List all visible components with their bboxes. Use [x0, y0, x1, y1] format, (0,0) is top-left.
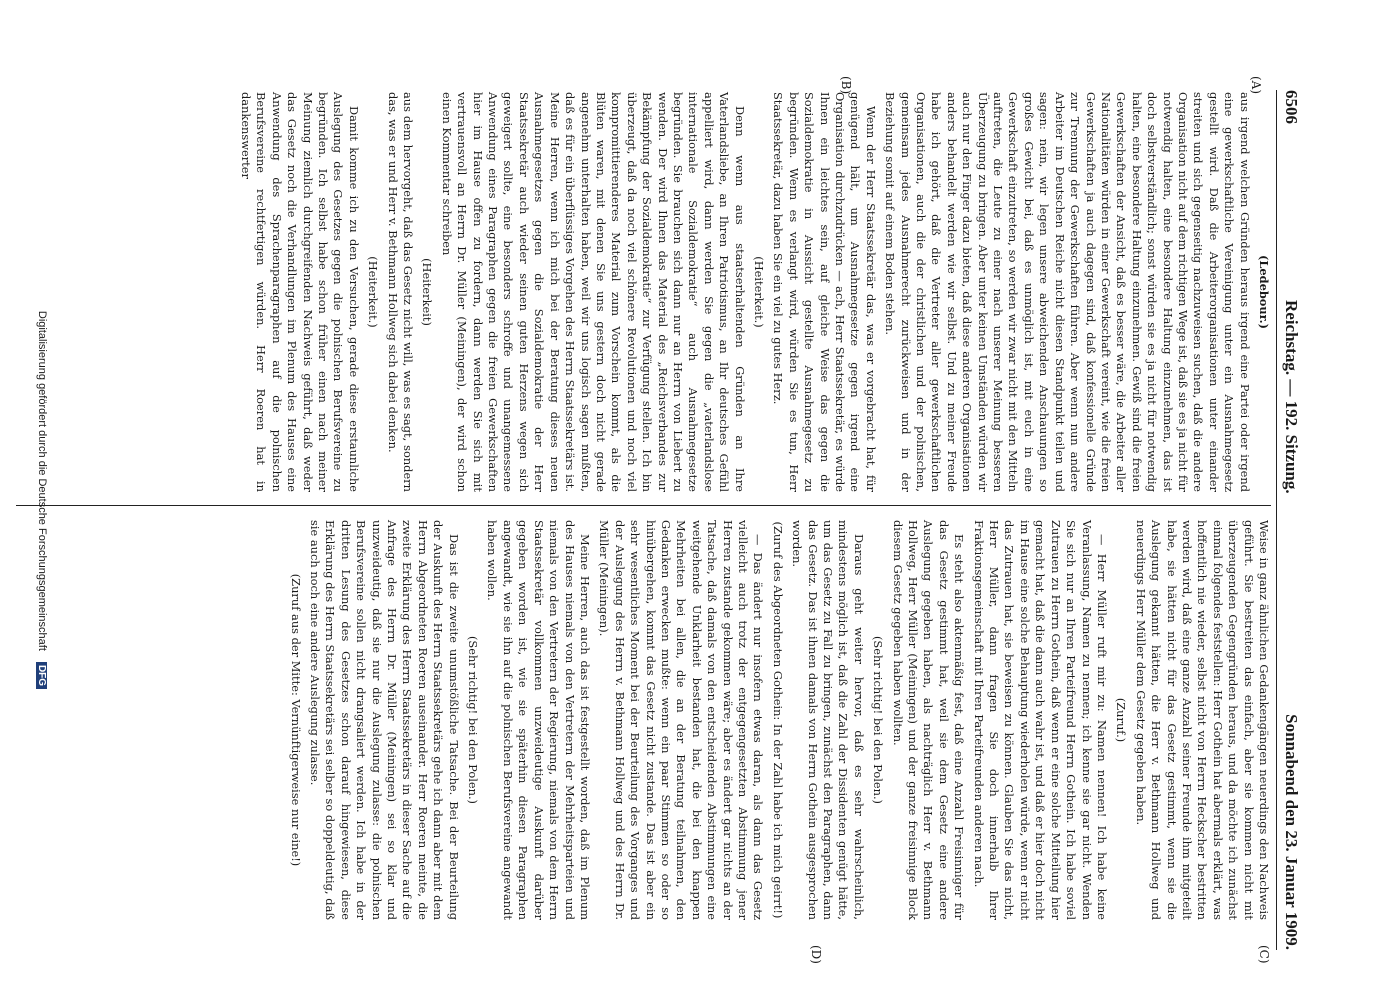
paragraph: Daraus geht weiter hervor, daß es sehr wahrscheinlich, mindestens möglich ist, daß die Zahl der Dissidenten genügt hätte, um das Gesetz zu Fall zu bringen, zunächst den Paragraphen, dann das Gesetz. Das ist ihnen damals von Herrn Gothein ausgesprochen worden.: [790, 520, 866, 920]
reaction: (Zuruf des Abgeordneten Gothein: In der Zahl habe ich mich geirrt!): [770, 521, 785, 919]
left-column: [234, 92, 1271, 492]
paragraph: — Das ändert nur insofern etwas daran, als dann das Gesetz vielleicht auch trotz der entgegengesetzten Abstimmung jener Herren zustande gekommen wäre; aber es ändert gar nichts an der Tatsache, daß damals von den entscheidenden Abstimmungen eine weitgehende Unklarheit bestanden hat, die bei den knappen Mehrheiten bei allen, die an der Beratung teilnahmen, den Gedanken erwecken mußte: wenn ein paar Stimmen so oder so hinübergehen, kommt das Gesetz nicht zustande. Das ist aber ein sehr wesentliches Moment bei der Beurteilung des Vorganges und der Auslegung des Herrn v. Bethmann Hollweg und des Herrn Dr. Müller (Meiningen).: [597, 520, 766, 920]
header-session: Reichstag. — 192. Sitzung.: [1282, 300, 1301, 494]
paragraph: Meine Herren, auch das ist festgestellt worden, daß im Plenum des Hauses niemals von den Vertretern der Mehrheitsparteien und niemals von den Vertretern der Regierung, niemals von dem Herrn Staatssekretär vollkommen unzweideutige Auskunft darüber gegeben worden ist, wie sie späterhin diesen Paragraphen angewandt, wie sie ihn auf die polnischen Berufsvereine angewandt haben wollen.: [485, 520, 592, 920]
paragraph: Das ist die zweite unumstößliche Tatsache. Bei der Beurteilung der Auskunft des Herrn Staatssekretärs gehe ich dann aber mit dem Herrn Abgeordneten Roeren auseinander. Herr Roeren meinte, die zweite Erklärung des Herrn Staatssekretärs in dieser Sache auf die Anfrage des Herrn Dr. Müller (Meiningen) sei so klar und unzweideutig, daß sie nur die Auslegung zulasse: die polnischen Berufsvereine sollen nicht drangsaliert werden. Ich habe in der dritten Lesung des Gesetzes schon darauf hingewiesen, diese Erklärung des Herrn Staatssekretärs sei selber so doppeldeutig, daß sie auch noch eine andere Auslegung zulasse.: [308, 520, 461, 920]
header-date: Sonnabend den 23. Januar 1909.: [1282, 714, 1301, 950]
paragraph: Denn wenn aus staatserhaltenden Gründen an Ihre Vaterlandsliebe, an Ihren Patriotismus, an Ihr deutsches Gefühl appelliert wird, dann werden Sie gegen die „vaterlandslose internationale Sozialdemokratie“ auch Ausnahmegesetze begründen. Sie brauchen sich dann nur an Herrn von Liebert zu wenden. Der wird Ihnen das Material des „Reichsverbandes zur Bekämpfung der Sozialdemokratie“ zur Verfügung stellen. Ich bin überzeugt, daß da noch viel schönere Revolutionen und noch viel kompromittierenderes Material zum Vorschein kommt, als die Blüten waren, mit denen Sie uns gestern doch nicht gerade angenehm unterhalten haben, weil wir uns logisch sagen mußten, daß es für ein überflüssiges Vorgehen des Herrn Staatssekretärs ist. Meine Herren, wenn ich mich bei der Beratung dieses neuen Ausnahmegesetzes gegen die Sozialdemokratie der Herr Staatssekretär auch wieder seinen guten Herzens wegen sich geweigert sollte, eine besonders schroffe und unangemessene Anwendung eines Paragraphen gegen die freien Gewerkschaften hier im Hause offen zu fordern, dann werden Sie sich mit vertrauensvoll an Herrn Dr. Müller (Meiningen), der wird schon einen Kommentar schreiben: [439, 92, 747, 492]
margin-mark-d: (D): [809, 945, 823, 964]
paragraph: Wenn der Herr Staatssekretär das, was er vorgebracht hat, für genügend hält, um Ausnahmegesetze gegen irgend eine Organisation durchzudrücken — ach, Herr Staatssekretär, es würde Ihnen ein leichtes sein, auf gleiche Weise das gegen die Sozialdemokratie in Aussicht gestellte Ausnahmegesetz zu begründen. Wenn es verlangt wird, würden Sie es tun, Herr Staatssekretär, dazu haben Sie ein viel zu gutes Herz.: [771, 92, 878, 492]
reaction: (Sehr richtig! bei den Polen.): [871, 635, 886, 805]
reaction: (Heiterkeit.): [366, 256, 381, 328]
footer-text: Digitalisierung gefördert durch die Deutsche Forschungsgemeinschaft: [36, 310, 48, 651]
column-divider: [16, 505, 1271, 506]
dfg-logo: DFG: [36, 662, 47, 689]
reaction: (Sehr richtig! bei den Polen.): [466, 635, 481, 805]
reaction: (Zuruf aus der Mitte: Vernünftigerweise nur eine!): [288, 573, 303, 867]
reaction: (Zuruf.): [1114, 697, 1129, 743]
paragraph: Damit komme ich zu den Versuchen, gerade diese erstaunliche Auslegung des Gesetzes gegen die polnischen Berufsvereine zu begründen. Ich selbst habe schon früher einen nach meiner Meinung ziemlich durchgreifenden Nachweis geführt, daß weder das Gesetz noch die Verhandlungen im Plenum des Hauses eine Anwendung des Sprachenparagraphen auf die polnischen Berufsvereine rechtfertigen würden. Herr Roeren hat in dankenswerter: [239, 92, 361, 492]
digitization-footer: [36, 0, 48, 1000]
margin-mark-b: (B): [839, 76, 853, 95]
reaction: (Heiterkeit.): [752, 256, 766, 328]
paragraph: — Herr Müller ruft mir zu: Namen nennen! Ich habe keine Veranlassung, Namen zu nennen; ich kenne sie gar nicht. Wenden Sie sich nur an Ihren Parteifreund Herrn Gothein. Ich habe soviel Zutrauen zu Herrn Gothein, daß wenn er eine solche Mitteilung hier gemacht hat, daß die dann auch wahr ist, und daß er hier doch nicht im Hause eine solche Behauptung wiederholen würde, wenn er nicht das Zutrauen hat, sie beweisen zu können. Glauben Sie das nicht, Herr Müller, dann fragen Sie doch innerhalb Ihrer Fraktionsgemeinschaft mit Ihren Parteifreunden anderen nach.: [971, 520, 1109, 920]
paragraph: aus dem hervorgeht, daß das Gesetz nicht will, was es sagt, sondern das, was er und Herr v. Bethmann Hollweg sich dabei denken.: [385, 92, 416, 492]
page-number: 6506: [1282, 90, 1301, 124]
margin-mark-a: (A): [1249, 76, 1263, 95]
speaker-name: (Ledebour.): [1257, 254, 1271, 329]
paragraph: aus irgend welchen Gründen heraus irgend eine Partei oder irgend eine gewerkschaftliche Vereinigung unter ein Ausnahmegesetz gestellt wird. Daß die Arbeiterorganisationen unter einander streiten und sich gegenseitig nachzuweisen suchen, daß die andere Organisation nicht auf dem richtigen Wege ist, daß sie es ja nicht für notwendig halten, eine besondere Haltung einzunehmen, das ist doch selbstverständlich; sonst würden sie es ja nicht für notwendig halten, eine besondere Haltung einzunehmen. Gewiß sind die freien Gewerkschaften der Ansicht, daß es besser wäre, die Arbeiter aller Nationalitäten würden in einer Gewerkschaft vereint, wie die freien Gewerkschaften ja auch dagegen sind, daß konfessionelle Gründe zur Trennung der Gewerkschaften führen. Aber wenn nun andere Arbeiter im Deutschen Reiche nicht diesen Standpunkt teilen und sagen: nein, wir legen unsere abweichenden Anschauungen so großes Gewicht bei, daß es unmöglich ist, mit euch in eine Gewerkschaft einzutreten, so werden wir zwar nicht mit den Mitteln auftreten, die Leute zu einer nach unserer Meinung besseren Überzeugung zu bringen. Aber unter keinen Umständen würden wir auch nur den Finger dazu bieten, daß diese anderen Organisationen anders behandelt werden wie wir selbst. Und zu meiner Freude habe ich gehört, daß die Vertreter aller gewerkschaftlichen Organisationen, auch die der christlichen und der polnischen, gemeinsam jedes Ausnahmerecht zurückweisen und in der Beziehung somit auf einem Boden stehen.: [883, 92, 1252, 492]
paragraph: Es steht also aktenmäßig fest, daß eine Anzahl Freisinniger für das Gesetz gestimmt hat, weil sie dem Gesetz eine andere Auslegung gegeben haben, als nachträglich Herr v. Bethmann Hollweg, Herr Müller (Meiningen) und der ganze freisinnige Block diesem Gesetz gegeben haben wollten.: [890, 520, 967, 920]
margin-mark-c: (C): [1257, 945, 1271, 964]
reaction: (Heiterkeit): [420, 258, 435, 326]
paragraph: Weise in ganz ähnlichen Gedankengängen neuerdings den Nachweis geführt. Sie bestreiten das einfach, aber sie kommen nicht mit überzeugenden Gegengründen heraus, und da möchte ich zunächst einmal folgendes feststellen: Herr Gothein hat abermals erklärt, was hoffentlich nie wieder, selbst nicht von Herrn Heckscher bestritten werden wird, daß eine ganze Anzahl seiner Freunde ihm mitgeteilt habe, sie hätten nicht für das Gesetz gestimmt, wenn sie die Auslegung gekannt hätten, die Herr v. Bethmann Hollweg und neuerdings Herr Müller dem Gesetz gegeben haben.: [1133, 520, 1271, 920]
right-column: [283, 520, 1271, 920]
page-header: [1276, 90, 1305, 950]
